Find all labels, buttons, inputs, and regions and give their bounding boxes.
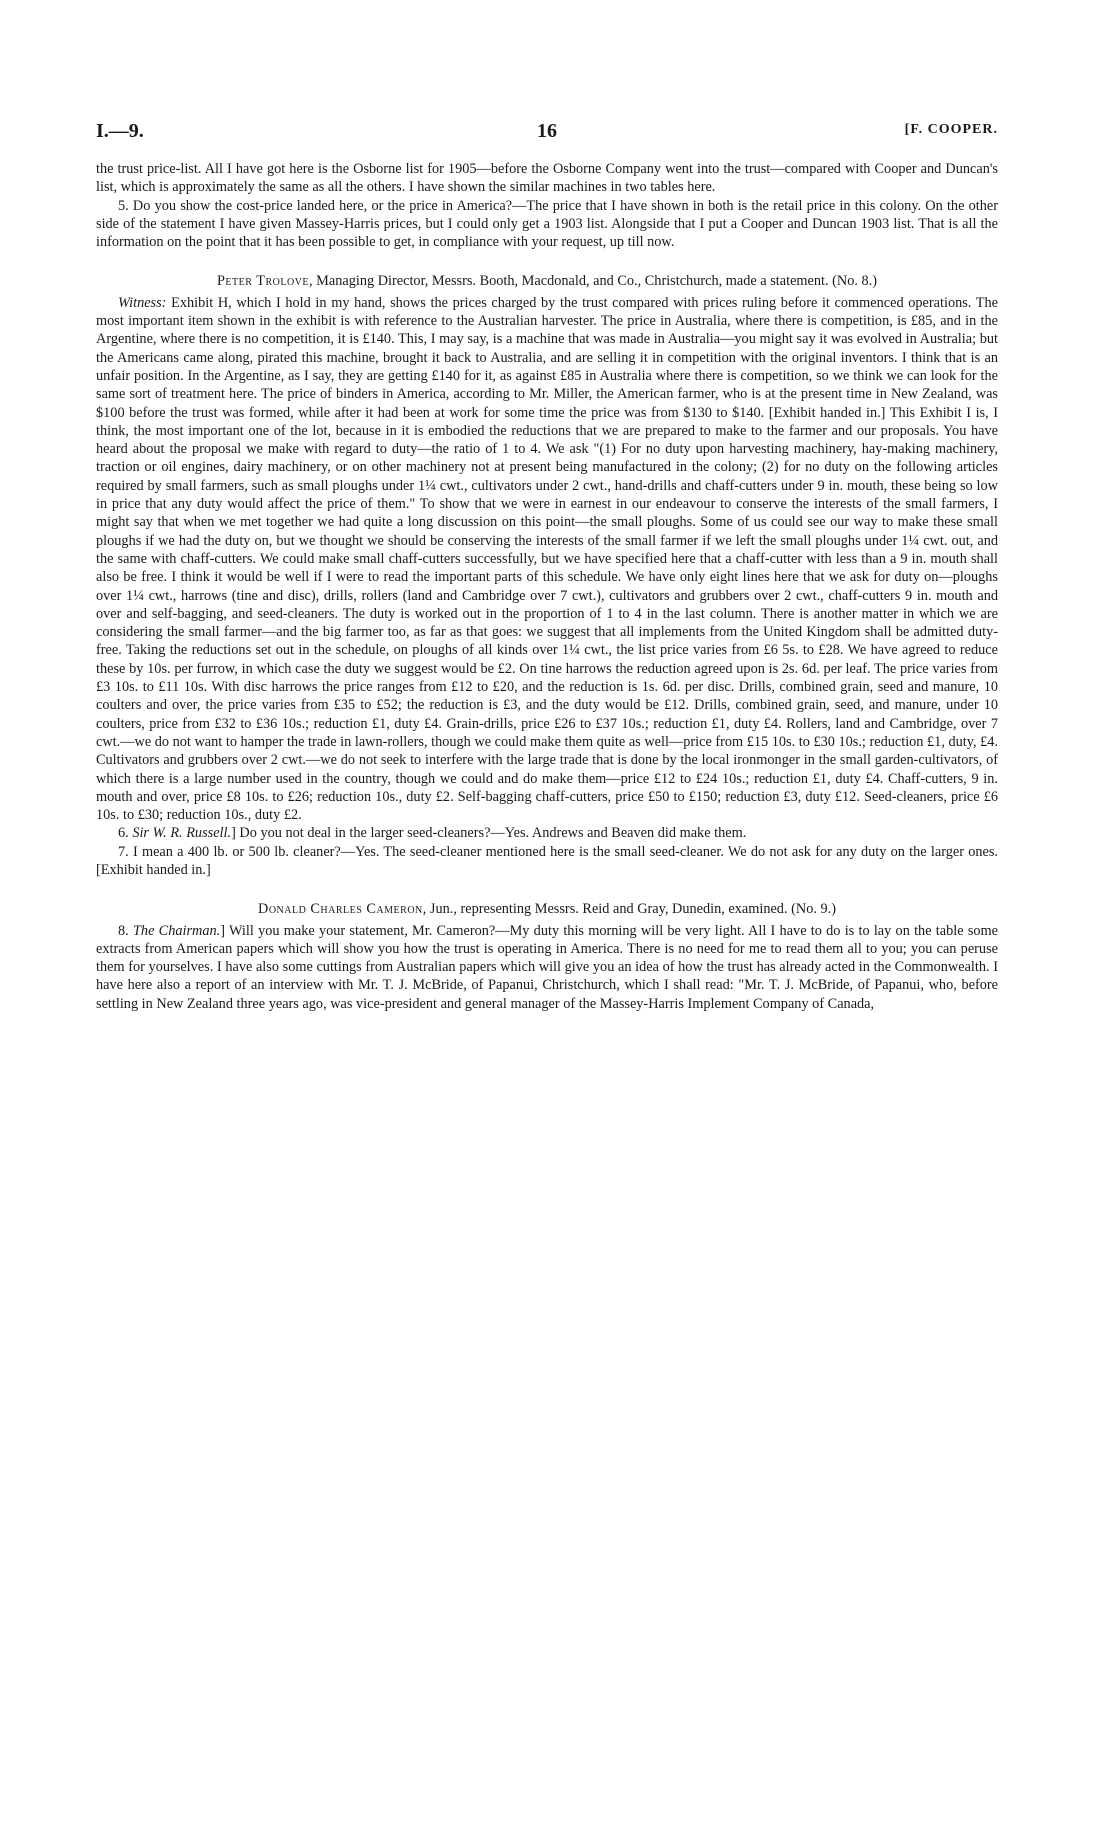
paragraph-question-5: 5. Do you show the cost-price landed here, or the price in America?—The price that I have shown in both is the retail price in this colony. On the other side of the statement I have given Massey-Harris prices, but I could only get a 1903 list. Alongside that I put a Cooper and Duncan 1903 list. That is all the information on the point that it has been possible to get, in compliance with your request, up till now. (96, 197, 998, 251)
paragraph-question-6 (96, 824, 998, 842)
paragraph-question-7: 7. I mean a 400 lb. or 500 lb. cleaner?—Yes. The seed-cleaner mentioned here is the small seed-cleaner. We do not ask for any duty on the larger ones. [Exhibit handed in.] (96, 843, 998, 878)
paragraph-continuation: the trust price-list. All I have got here is the Osborne list for 1905—before the Osborne Company went into the trust—compared with Cooper and Duncan's list, which is approximately the same as all the others. I have shown the similar machines in two tables here. (96, 161, 998, 196)
witness-heading-cameron (96, 900, 998, 918)
speaker-name: The Chairman. (132, 922, 221, 939)
witness-name: Peter Trolove (216, 273, 310, 290)
paper-reference: I.—9. (96, 120, 144, 142)
page-number: 16 (537, 120, 557, 142)
witness-label: Witness: (118, 294, 167, 311)
document-page (96, 120, 998, 1013)
question-number: 8. (118, 922, 129, 939)
witness-reference: [F. COOPER. (904, 122, 998, 137)
witness-heading-text: , Jun., representing Messrs. Reid and Gray, Dunedin, examined. (No. 9.) (422, 901, 836, 918)
question-text: ] Do you not deal in the larger seed-cleaners?—Yes. Andrews and Beaven did make them. (231, 825, 747, 842)
witness-heading-trolove (96, 272, 998, 290)
paragraph-question-8 (96, 922, 998, 1013)
witness-name: Donald Charles Cameron (258, 901, 423, 918)
witness-heading-text: , Managing Director, Messrs. Booth, Macdonald, and Co., Christchurch, made a statement. (No. 8.) (309, 273, 878, 290)
speaker-name: Sir W. R. Russell. (132, 825, 232, 842)
page-header (96, 120, 998, 160)
statement-text: Exhibit H, which I hold in my hand, shows the prices charged by the trust compared with prices ruling before it commenced operations. The most important item shown in the exhibit is with reference to the Australian harvester. The price in Australia, where there is competition, is £85, and in the Argentine, where there is no competition, it is £140. This, I may say, is a machine that was made in Australia—you might say it was evolved in Australia; but the Americans came along, pirated this machine, brought it back to Australia, and are selling it in competition with the original inventors. I think that is an unfair position. In the Argentine, as I say, they are getting £140 for it, as against £85 in Australia where there is competition, so we think we can look for the same sort of treatment here. The price of binders in America, according to Mr. Miller, the American farmer, who is at the present time in New Zealand, was $100 before the trust was formed, while after it had been at work for some time the price was from $130 to $140. [Exhibit handed in.] This Exhibit I is, I think, the most important one of the lot, because in it is embodied the reductions that we are prepared to make to the farmer and our proposals. You have heard about the proposal we make with regard to duty—the ratio of 1 to 4. We ask "(1) For no duty upon harvesting machinery, hay-making machinery, traction or oil engines, dairy machinery, or on other machinery not at present being manufactured in the colony; (2) for no duty on the following articles required by small farmers, such as small ploughs under 1¼ cwt., cultivators under 2 cwt., hand-drills and chaff-cutters under 9 in. mouth, these being so low in price that any duty would affect the price of them." To show that we were in earnest in our endeavour to conserve the interests of the small farmers, I might say that when we met together we had quite a long discussion on this point—the small ploughs. Some of us could see our way to make these small ploughs if we had the duty on, but we thought we should be conserving the interests of the small farmer if we left the small ploughs under 1¼ cwt. out, and the same with chaff-cutters. We could make small chaff-cutters successfully, but we have specified here that a chaff-cutter with less than a 9 in. mouth shall also be free. I think it would be well if I were to read the important parts of this schedule. We have only eight lines here that we ask for duty on—ploughs over 1¼ cwt., harrows (tine and disc), drills, rollers (land and Cambridge over 7 cwt.), cultivators and grubbers over 2 cwt., chaff-cutters 9 in. mouth and over and self-bagging, and seed-cleaners. The duty is worked out in the proportion of 1 to 4 in the last column. There is another matter in which we are considering the small farmer—and the big farmer too, as far as that goes: we suggest that all implements from the United Kingdom shall be admitted duty-free. Taking the reductions set out in the schedule, on ploughs of all kinds over 1¼ cwt., the list price varies from £6 5s. to £28. We have agreed to reduce these by 10s. per furrow, in which case the duty we suggest would be £2. On tine harrows the reduction agreed upon is 2s. 6d. per leaf. The price varies from £3 10s. to £11 10s. With disc harrows the price ranges from £12 to £20, and the reduction is 1s. 6d. per disc. Drills, combined grain, seed and manure, 10 coulters and over, the price varies from £35 to £52; the reduction is £3, and the duty would be £12. Drills, combined grain, seed, and manure, under 10 coulters, price from £32 to £36 10s.; reduction £1, duty £4. Grain-drills, price £26 to £37 10s.; reduction £1, duty £4. Rollers, land and Cambridge, over 7 cwt.—we do not want to hamper the trade in lawn-rollers, though we could make them quite as well—price from £15 10s. to £30 10s.; reduction £1, duty, £4. Cultivators and grubbers over 2 cwt.—we do not seek to interfere with the large trade that is done by the local ironmonger in the small garden-cultivators, of which there is a large number used in the country, though we could and do make them—price £12 to £24 10s.; reduction £1, duty £4. Chaff-cutters, 9 in. mouth and over, price £8 10s. to £26; reduction 10s., duty £2. Self-bagging chaff-cutters, price £50 to £150; reduction £3, duty £12. Seed-cleaners, price £6 10s. to £30; reduction 10s., duty £2. (96, 294, 998, 824)
paragraph-witness-statement (96, 294, 998, 825)
question-number: 6. (118, 825, 129, 842)
question-text: ] Will you make your statement, Mr. Cameron?—My duty this morning will be very light. All I have to do is to lay on the table some extracts from American papers which will show you how the trust is operating in America. There is no need for me to read them all to you; you can peruse them for yourselves. I have also some cuttings from Australian papers which will give you an idea of how the trust has already acted in the Commonwealth. I have here also a report of an interview with Mr. T. J. McBride, of Papanui, Christchurch, which I shall read: "Mr. T. J. McBride, of Papanui, who, before settling in New Zealand three years ago, was vice-president and general manager of the Massey-Harris Implement Company of Canada, (96, 922, 998, 1012)
